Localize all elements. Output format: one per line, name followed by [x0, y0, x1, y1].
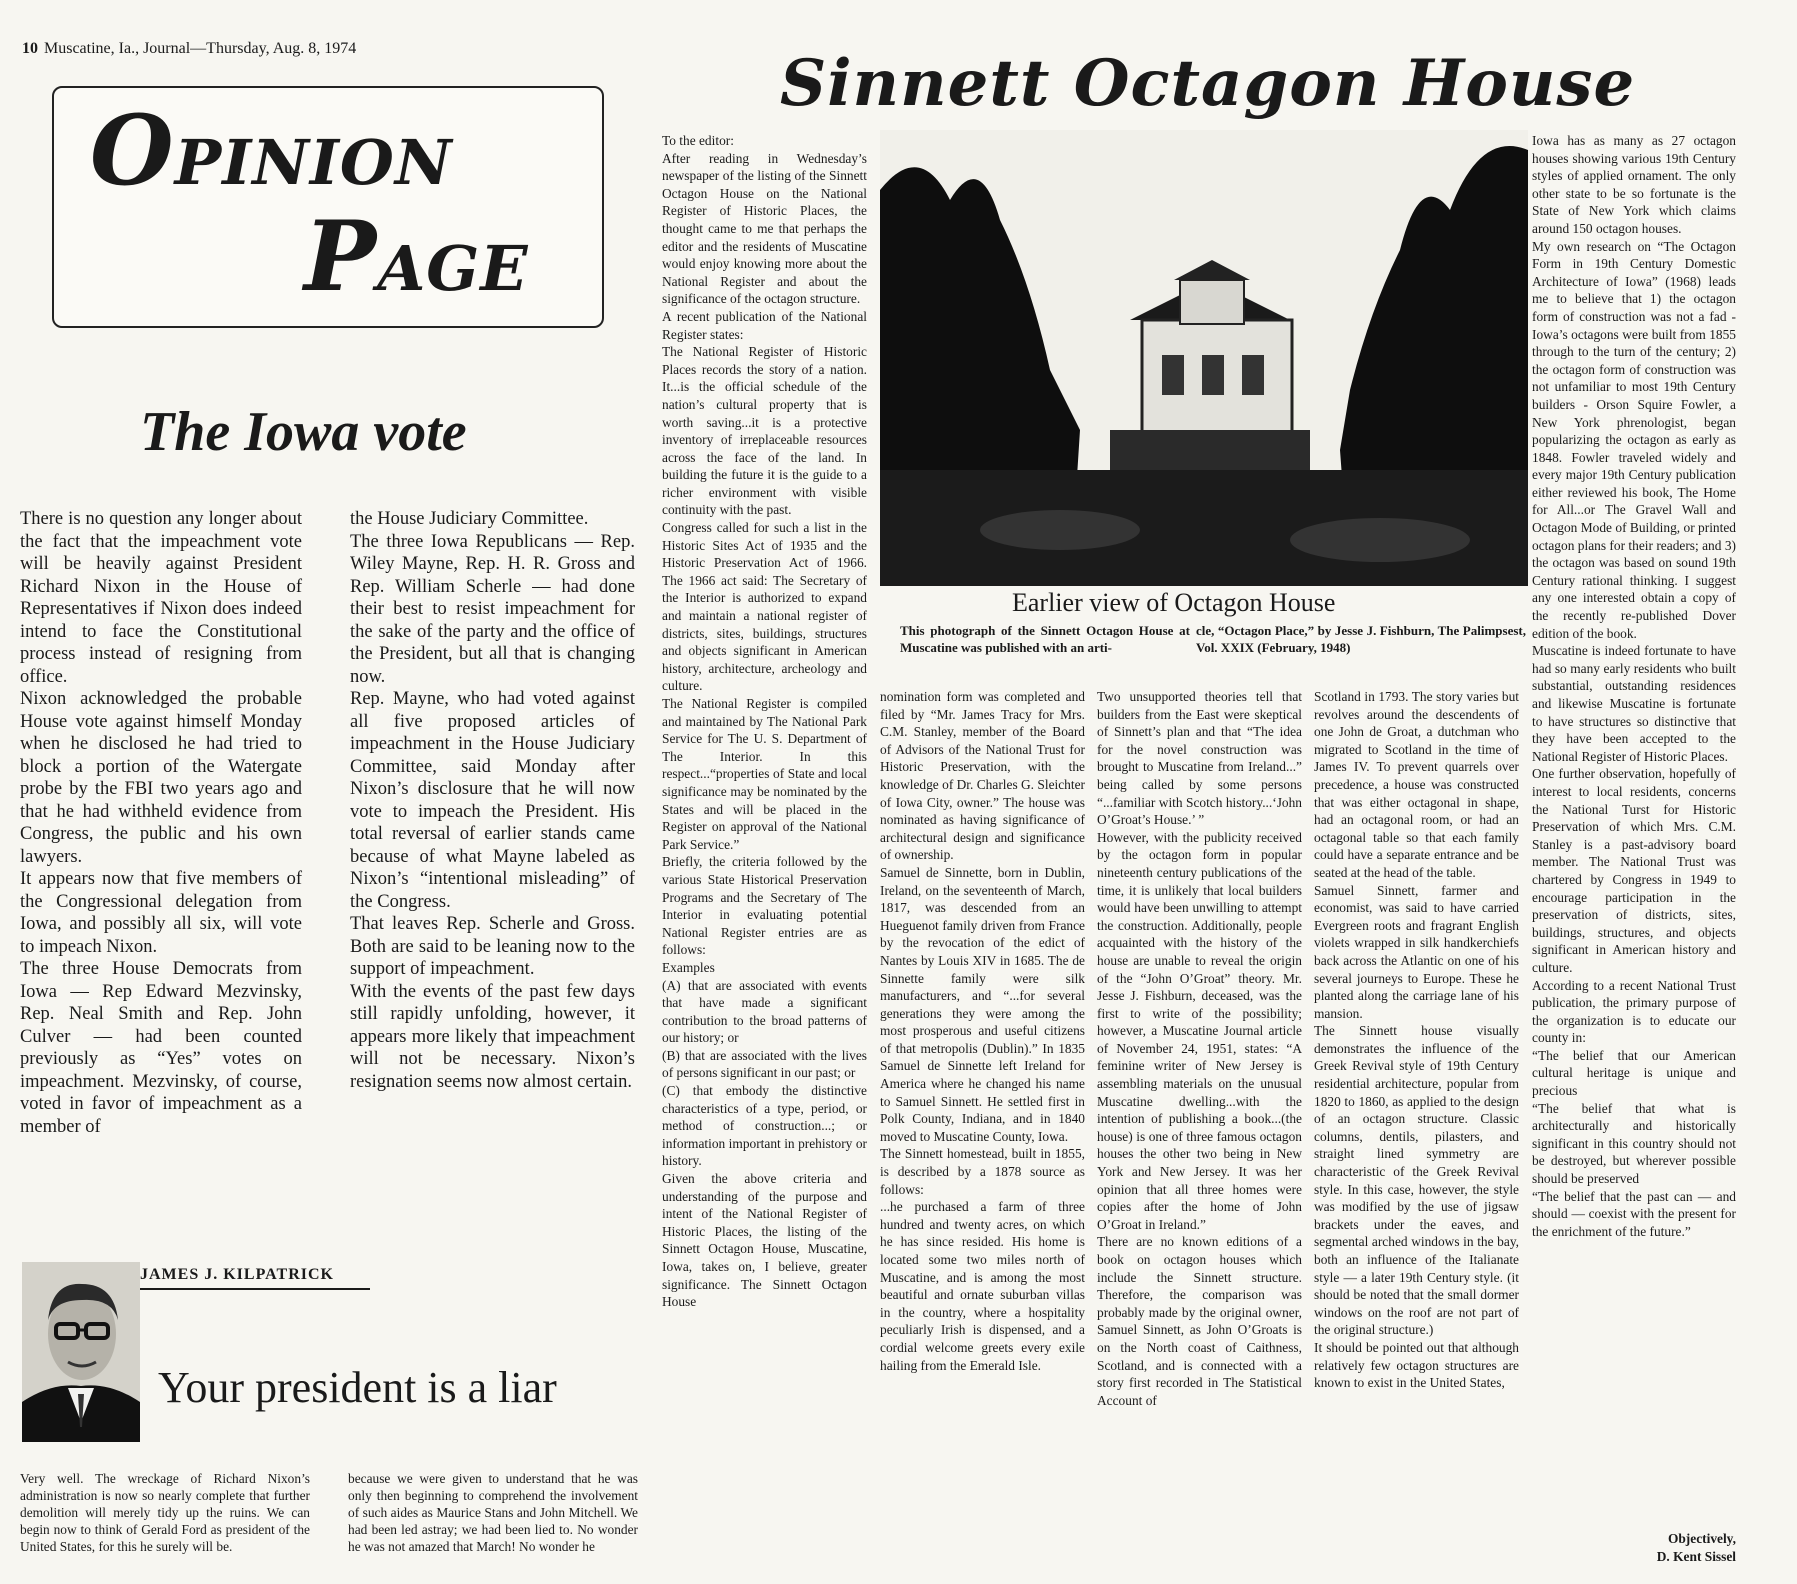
letter-column-3: Two unsupported theories tell that builders from the East were skeptical of Sinnett’s plan and that “The idea for the novel construction was brought to Muscatine from Ireland...” being called by some persons “...familiar with Scotch history...‘John O’Groat’s House.’ ” However, with the publicity received by the octagon form in popular nineteenth century publications of the time, it is unlikely that local builders would have been unwilling to attempt the construction. Additionally, people acquainted with the history of the house are unable to reveal the origin of the “John O’Groat” theory. Mr. Jesse J. Fishburn, deceased, was the first to write of the possibility; however, a Muscatine Journal article of November 24, 1951, states: “A feminine writer of New Jersey is assembling materials on the unusual Muscatine dwelling...with the intention of publishing a book...(the house) is one of three famous octagon houses the other two being in New York and New Jersey. It was her opinion that all three homes were copies after the home of John O’Groat in Ireland.” There are no known editions of a book on octagon houses which include the Sinnett structure. Therefore, the comparison was probably made by the original owner, Samuel Sinnett, as John O’Groats is on the North coast of Caithness, Scotland, and is connected with a story first recorded in The Statistical Account of	[1097, 689, 1302, 1408]
letter-column-1: To the editor: After reading in Wednesday’s newspaper of the listing of the Sinnett Octagon House on the National Register of Historic Places, the thought came to me that perhaps the editor and the residents of Muscatine would enjoy knowing more about the National Register and about the significance of the octagon structure. A recent publication of the National Register states: The National Register of Historic Places records the story of a nation. It...is the official schedule of the nation’s cultural property that is worth saving...it is a protective inventory of irreplaceable resources across the face of the land. In building the future it is the guide to a richer environment with visible continuity with the past. Congress called for such a list in the Historic Sites Act of 1935 and the Historic Preservation Act of 1966. The 1966 act said: The Secretary of the Interior is authorized to expand and maintain a national register of districts, sites, buildings, structures and objects significant in American history, architecture, archeology and culture. The National Register is compiled and maintained by The National Park Service for The U. S. Department of The Interior. In this respect...“properties of State and local significance may be nominated by the States and will be placed in the Register on approval of the National Park Service.” Briefly, the criteria followed by the various State Historical Preservation Programs and the Secretary of The Interior in evaluating potential National Register entries are as follows: Examples (A) that are associated with events that have made a significant contribution to the broad patterns of our history; or (B) that are associated with the lives of persons significant in our past; or (C) that embody the distinctive characteristics of a type, period, or method of construction...; or information important in prehistory or history. Given the above criteria and understanding of the purpose and intent of the National Register of Historic Places, the listing of the Sinnett Octagon House, Muscatine, Iowa, takes on, I believe, greater significance. The Sinnett Octagon House	[662, 133, 867, 1310]
opinion-page-masthead	[52, 86, 604, 328]
photo-caption-right: cle, “Octagon Place,” by Jesse J. Fishburn, The Palimpsest, Vol. XXIX (February, 1948)	[1196, 623, 1526, 655]
kilpatrick-portrait	[22, 1262, 140, 1442]
letter-column-5: Iowa has as many as 27 octagon houses showing various 19th Century styles of applied ornament. The only other state to be so fortunate is the State of New York which claims around 150 octagon houses. My own research on “The Octagon Form in 19th Century Domestic Architecture of Iowa” (1968) leads me to believe that 1) the octagon form of construction was not a fad - Iowa’s octagons were built from 1855 through to the turn of the century; 2) the octagon form of construction was not unfamiliar to most 19th Century builders - Orson Squire Fowler, a New York phrenologist, began popularizing the octagon as early as 1848. Fowler traveled widely and every major 19th Century publication either reviewed his book, The Home for All...or The Gravel Wall and Octagon Mode of Building, or printed octagon plans for their readers; and 3) the octagon was based on sound 19th Century rational thinking. I suggest any one interested obtain a copy of the recently re-published Dover edition of the book. Muscatine is indeed fortunate to have had so many early residents who built substantial, outstanding residences and likewise Muscatine is fortunate to have structures so distinctive that they have been accepted to the National Register of Historic Places. One further observation, hopefully of interest to local residents, concerns the National Turst for Historic Preservation of which Mrs. C.M. Stanley is a past-advisory board member. The National Trust was chartered by Congress in 1949 to encourage participation in the preservation of districts, sites, buildings, structures, and objects significant in American history and culture. According to a recent National Trust publication, the primary purpose of the organization is to educate our county in: “The belief that our American cultural heritage is unique and precious “The belief that what is architecturally and historically significant in this country should not be destroyed, but wherever possible should be preserved “The belief that the past can — and should — coexist with the present for the enrichment of the future.”	[1532, 133, 1736, 1239]
editorial-column-1: There is no question any longer about the fact that the impeachment vote will be heavily against President Richard Nixon in the House of Representatives if Nixon does indeed intend to face the Constitutional process instead of resigning from office. Nixon acknowledged the probable House vote against himself Monday when he disclosed he had tried to block a portion of the Watergate probe by the FBI two years ago and that he had withheld evidence from Congress, the public and his own lawyers. It appears now that five members of the Congressional delegation from Iowa, and possibly all six, will vote to impeach Nixon. The three House Democrats from Iowa — Rep Edward Mezvinsky, Rep. Neal Smith and Rep. John Culver — had been counted previously as “Yes” votes on impeachment. Mezvinsky, of course, voted in favor of impeachment as a member of	[20, 509, 302, 1137]
letter-column-4: Scotland in 1793. The story varies but revolves around the descendents of one John de Groat, a dutchman who migrated to Scotland in the time of James IV. To prevent quarrels over precedence, a house was constructed that was either octagonal in shape, had an octagonal room, or had an octagonal table so that each family could have a separate entrance and be seated at the head of the table. Samuel Sinnett, farmer and economist, was said to have carried Evergreen roots and fragrant English violets wrapped in silk handkerchiefs back across the Atlantic on one of his several journeys to Europe. These he planted along the carriage lane of his mansion. The Sinnett house visually demonstrates the influence of the Greek Revival style of 19th Century residential architecture, popular from 1820 to 1860, as applied to the design of an octagon structure. Classic columns, dentils, pilasters, and straight lined symmetry are characteristic of the Greek Revival style. In this case, however, the style was modified by the use of jigsaw brackets under the eaves, and segmental arched windows in the bay, both an influence of the Italianate style — a later 19th Century style. (it should be noted that the small dormer windows on the roof are not part of the original structure.) It should be pointed out that although relatively few octagon structures are known to exist in the United States,	[1314, 689, 1519, 1391]
page-number: 10	[22, 40, 38, 57]
photo-caption-title: Earlier view of Octagon House	[1012, 588, 1336, 617]
octagon-house-photo	[880, 130, 1528, 586]
letter-column-2: nomination form was completed and filed by “Mr. James Tracy for Mrs. C.M. Stanley, member of the Board of Advisors of the National Trust for Historic Preservation, with the knowledge of Dr. Charles G. Sleichter of Iowa City, owner.” The house was nominated as having significance of architectural design and significance of ownership. Samuel de Sinnette, born in Dublin, Ireland, on the seventeenth of March, 1817, was descended from an Hueguenot family driven from France by the revocation of the edict of Nantes by Louis XIV in 1685. The de Sinnette family were silk manufacturers, and “...for several generations they were among the most prosperous and useful citizens of that metropolis (Dublin).” In 1835 Samuel de Sinnette left Ireland for America where he changed his name to Samuel Sinnett. He settled first in Polk County, Indiana, and in 1840 moved to Muscatine County, Iowa. The Sinnett homestead, built in 1855, is described by a 1878 source as follows: ...he purchased a farm of three hundred and twenty acres, on which he has since resided. His home is located some two miles north of Muscatine, and is among the most beautiful and ornate suburban villas in the country, where a hospitality peculiarly Irish is dispensed, and a cordial welcome greets every exile hailing from the Emerald Isle.	[880, 689, 1085, 1373]
letter-signoff	[1532, 1530, 1736, 1565]
editorial-column-2: the House Judiciary Committee. The three Iowa Republicans — Rep. Wiley Mayne, Rep. H. R. Gross and Rep. William Scherle — had done their best to resist impeachment for the sake of the party and the office of the President, but all that is changing now. Rep. Mayne, who had voted against all five proposed articles of impeachment in the House Judiciary Committee, said Monday after Nixon’s disclosure that he will now vote to impeach the President. His total reversal of earlier stands came because of what Mayne labeled as Nixon’s “intentional misleading” of the Congress. That leaves Rep. Scherle and Gross. Both are said to be leaning now to the support of impeachment. With the events of the past few days still rapidly unfolding, however, it appears more likely that impeachment will not be necessary. Nixon’s resignation seems now almost certain.	[350, 509, 635, 1092]
page-folio	[22, 40, 356, 58]
masthead-line-2: PAGE	[304, 200, 529, 313]
kilpatrick-column-2: because we were given to understand that he was only then beginning to comprehend the involvement of such aides as Maurice Stans and John Mitchell. We had been led astray; we had been lied to. No wonder he was not amazed that March! No wonder he	[348, 1471, 638, 1554]
photo-caption-left: This photograph of the Sinnett Octagon House at Muscatine was published with an arti-	[900, 623, 1190, 655]
editorial-headline: The Iowa vote	[140, 401, 467, 463]
main-headline: Sinnett Octagon House	[780, 46, 1636, 121]
masthead-line-1: OPINION	[90, 94, 453, 207]
signoff-closing: Objectively,	[1667, 1531, 1736, 1546]
kilpatrick-column-1: Very well. The wreckage of Richard Nixon’s administration is now so nearly complete that further demolition will merely tidy up the ruins. We can begin now to think of Gerald Ford as president of the United States, for this he surely will be.	[20, 1471, 310, 1554]
kilpatrick-headline: Your president is a liar	[158, 1363, 557, 1412]
signoff-author: D. Kent Sissel	[1656, 1548, 1736, 1564]
byline-rule	[140, 1288, 370, 1290]
kilpatrick-byline: JAMES J. KILPATRICK	[140, 1266, 334, 1283]
dateline: Muscatine, Ia., Journal—Thursday, Aug. 8, 1974	[44, 40, 357, 57]
